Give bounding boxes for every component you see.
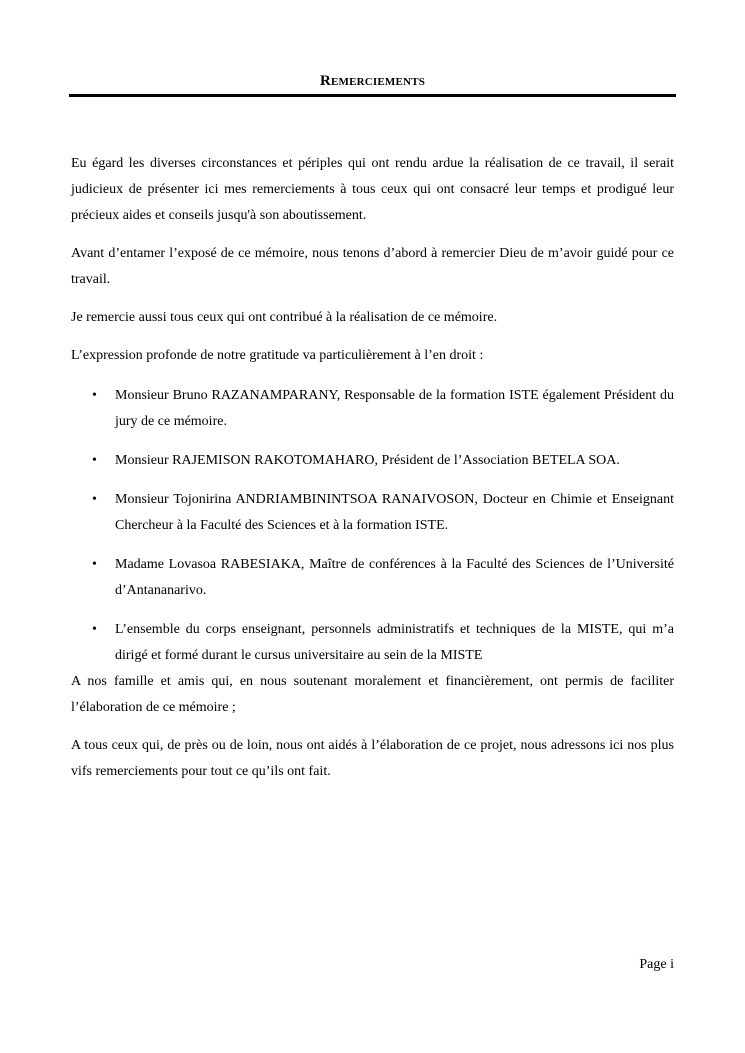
bullet-icon: • xyxy=(92,388,97,403)
page-title: Remerciements xyxy=(319,73,426,89)
title-underline xyxy=(69,94,676,97)
list-item xyxy=(71,552,674,604)
intro-paragraph: Eu égard les diverses circonstances et périples qui ont rendu ardue la réalisation de ce travail, il serait judicieux de présenter ici mes remerciements à tous ceux qui ont consacré leur temps et prodigué leur précieux aides et conseils jusqu'à son aboutissement. xyxy=(71,156,674,223)
list-item-text: Monsieur RAJEMISON RAKOTOMAHARO, Président de l’Association BETELA SOA. xyxy=(115,453,620,468)
acknowledgement-list xyxy=(71,383,674,669)
bullet-icon: • xyxy=(92,622,97,637)
list-item xyxy=(71,383,674,435)
gratitude-paragraph: L’expression profonde de notre gratitude va particulièrement à l’en droit : xyxy=(71,348,484,363)
family-paragraph: A nos famille et amis qui, en nous soutenant moralement et financièrement, ont permis de faciliter l’élaboration de ce mémoire ; xyxy=(71,674,674,715)
list-item-text: Madame Lovasoa RABESIAKA, Maître de conférences à la Faculté des Sciences de l’Université d’Antananarivo. xyxy=(115,557,674,598)
list-item-text: Monsieur Tojonirina ANDRIAMBININTSOA RANAIVOSON, Docteur en Chimie et Enseignant Chercheur à la Faculté des Sciences et à la formation ISTE. xyxy=(115,492,674,533)
list-item xyxy=(71,448,674,474)
list-item-text: L’ensemble du corps enseignant, personnels administratifs et techniques de la MISTE, qui m’a dirigé et formé durant le cursus universitaire au sein de la MISTE xyxy=(115,622,674,663)
page-number: Page i xyxy=(639,957,674,972)
god-paragraph: Avant d’entamer l’exposé de ce mémoire, nous tenons d’abord à remercier Dieu de m’avoir guidé pour ce travail. xyxy=(71,246,674,287)
list-item xyxy=(71,617,674,669)
contributors-paragraph: Je remercie aussi tous ceux qui ont contribué à la réalisation de ce mémoire. xyxy=(71,310,498,325)
bullet-icon: • xyxy=(92,557,97,572)
document-body xyxy=(71,151,674,797)
list-item-text: Monsieur Bruno RAZANAMPARANY, Responsable de la formation ISTE également Président du jury de ce mémoire. xyxy=(115,388,674,429)
list-item xyxy=(71,487,674,539)
bullet-icon: • xyxy=(92,492,97,507)
closing-paragraph: A tous ceux qui, de près ou de loin, nous ont aidés à l’élaboration de ce projet, nous adressons ici nos plus vifs remerciements pour tout ce qu’ils ont fait. xyxy=(71,738,674,779)
bullet-icon: • xyxy=(92,453,97,468)
